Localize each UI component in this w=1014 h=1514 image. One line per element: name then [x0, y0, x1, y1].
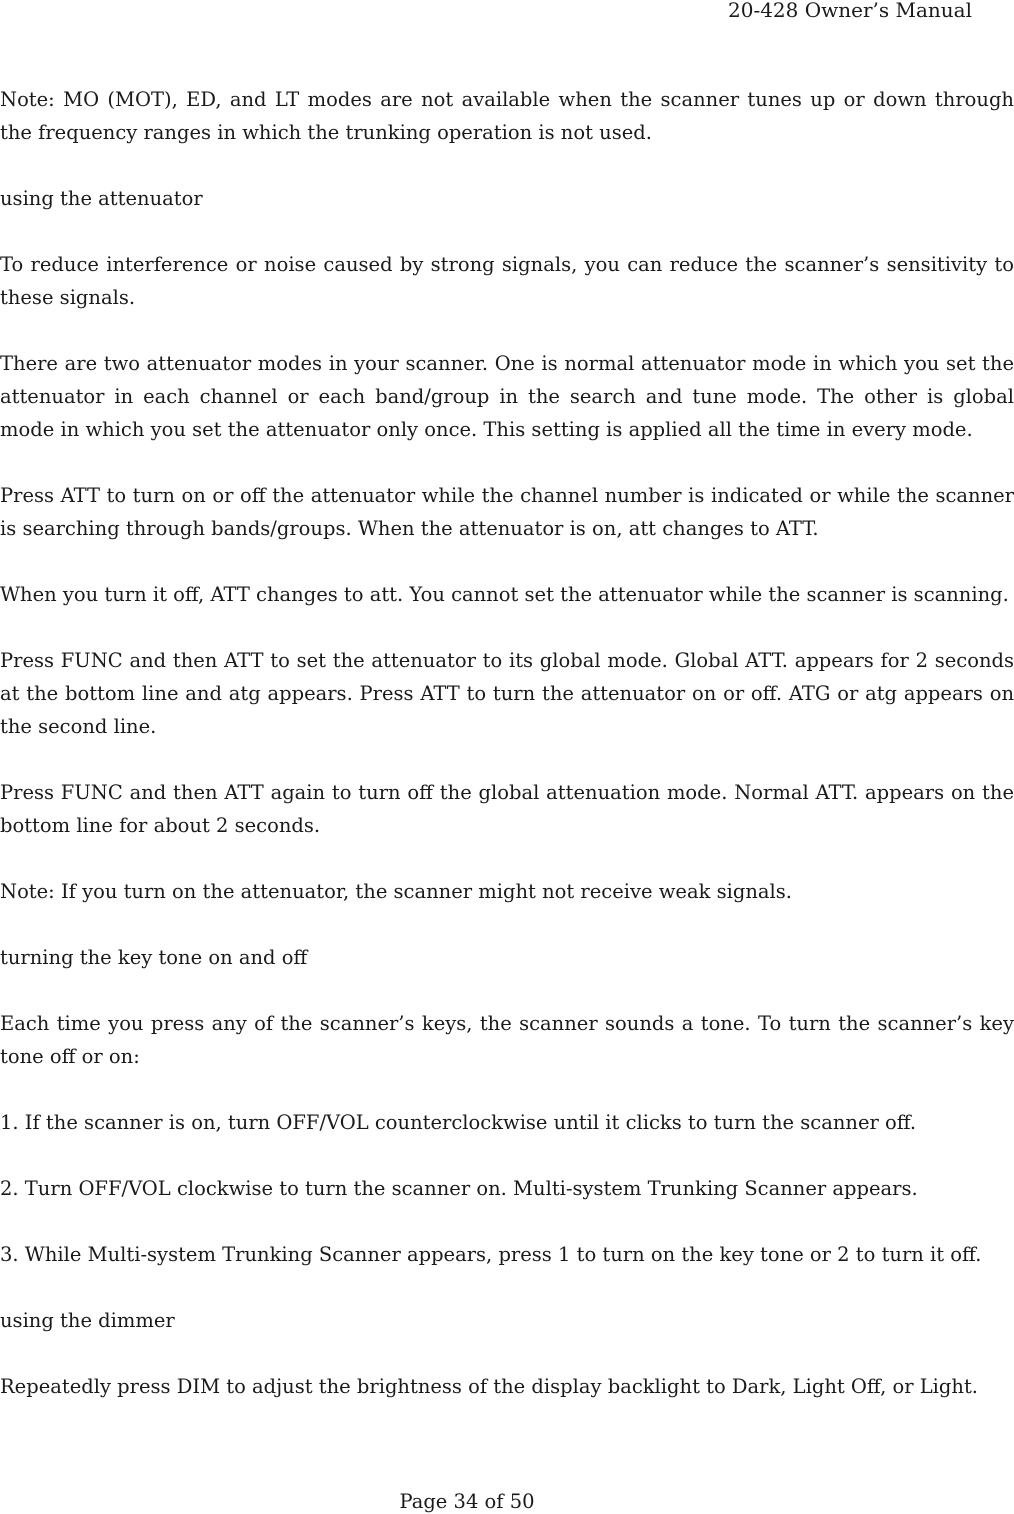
- section-heading-dimmer: using the dimmer: [0, 1309, 175, 1332]
- page-number: Page 34 of 50: [399, 1490, 535, 1513]
- step-2: 2. Turn OFF/VOL clockwise to turn the scanner on. Multi-system Trunking Scanner appears.: [0, 1177, 918, 1200]
- paragraph-key-tone-intro: Each time you press any of the scanner’s keys, the scanner sounds a tone. To turn the scanner’s key tone off or on:: [0, 1012, 1014, 1068]
- step-1: 1. If the scanner is on, turn OFF/VOL counterclockwise until it clicks to turn the scanner off.: [0, 1111, 917, 1134]
- page-footer: [0, 1490, 1014, 1514]
- note-trunking-modes: Note: MO (MOT), ED, and LT modes are not available when the scanner tunes up or down through the frequency ranges in which the trunking operation is not used.: [0, 88, 1014, 144]
- paragraph-attenuator-modes: There are two attenuator modes in your scanner. One is normal attenuator mode in which you set the attenuator in each channel or each band/group in the search and tune mode. The other is global mode in which you set the attenuator only once. This setting is applied all the time in every mode.: [0, 352, 1014, 441]
- note-weak-signals: Note: If you turn on the attenuator, the scanner might not receive weak signals.: [0, 880, 792, 903]
- paragraph-global-att-off: Press FUNC and then ATT again to turn off the global attenuation mode. Normal ATT. appears on the bottom line for about 2 seconds.: [0, 781, 1014, 837]
- paragraph-dimmer: Repeatedly press DIM to adjust the brightness of the display backlight to Dark, Light Off, or Light.: [0, 1375, 978, 1398]
- section-heading-attenuator: using the attenuator: [0, 187, 203, 210]
- paragraph-attenuator-intro: To reduce interference or noise caused by strong signals, you can reduce the scanner’s sensitivity to these signals.: [0, 253, 1014, 309]
- paragraph-global-att: Press FUNC and then ATT to set the attenuator to its global mode. Global ATT. appears for 2 seconds at the bottom line and atg appears. Press ATT to turn the attenuator on or off. ATG or atg appears on the second line.: [0, 649, 1014, 738]
- document-body: [0, 83, 1014, 1436]
- paragraph-att-press: Press ATT to turn on or off the attenuator while the channel number is indicated or while the scanner is searching through bands/groups. When the attenuator is on, att changes to ATT.: [0, 484, 1014, 540]
- paragraph-att-off: When you turn it off, ATT changes to att. You cannot set the attenuator while the scanner is scanning.: [0, 583, 1009, 606]
- step-3: 3. While Multi-system Trunking Scanner appears, press 1 to turn on the key tone or 2 to turn it off.: [0, 1243, 982, 1266]
- section-heading-key-tone: turning the key tone on and off: [0, 946, 308, 969]
- page-header: 20-428 Owner’s Manual: [728, 0, 972, 22]
